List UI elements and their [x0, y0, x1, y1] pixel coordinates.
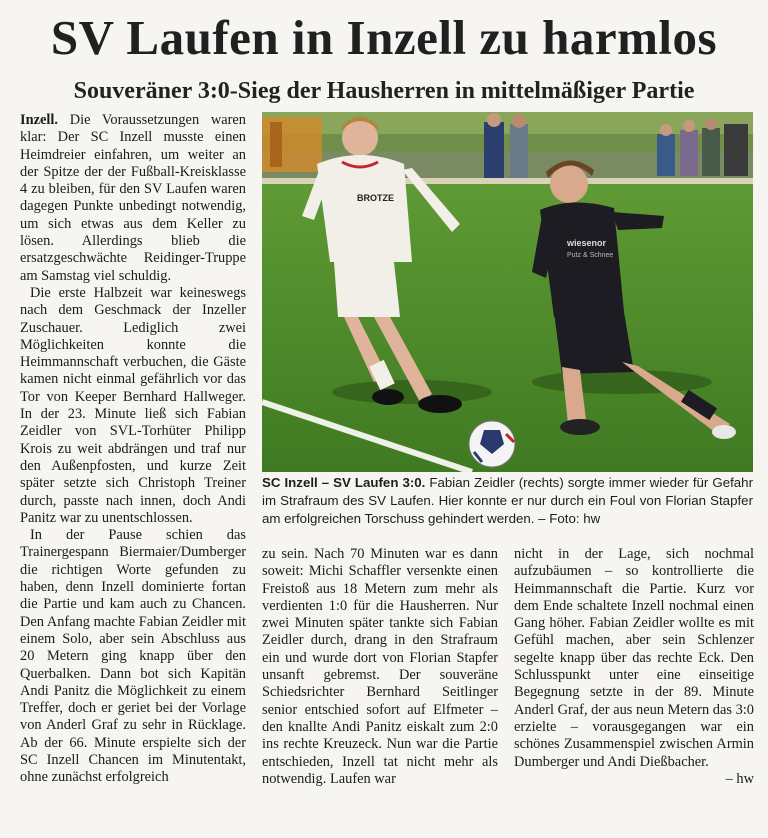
headline: SV Laufen in Inzell zu harmlos: [50, 10, 718, 65]
article-column-2: [262, 546, 498, 788]
caption-bold: SC Inzell – SV Laufen 3:0.: [262, 475, 426, 490]
match-photo: [262, 112, 753, 472]
paragraph-4: zu sein. Nach 70 Minuten war es dann soweit: Michi Schaffler versenkte einen Freistoß aus 18 Metern zum mehr als verdienten 1:0 für die Hausherren. Nur zwei Minuten später tankte sich Fabian Zeidler durch, drang in den Strafraum ein und wurde dort von Florian Stapfer unsanft gebremst. Der souveräne Schiedsrichter Bernhard Seitlinger senior entschied sofort auf Elfmeter – den knallte Andi Panitz eiskalt zum 2:0 ins rechte Kreuzeck. Nun war die Partie entschieden, Inzell tat nicht mehr als notwendig. Laufen war: [262, 546, 498, 787]
paragraph-5: nicht in der Lage, sich nochmal aufzubäumen – so kontrollierte die Heimmannschaft die Partie. Kurz vor dem Ende schaltete Inzell nochmal einen Gang höher. Fabian Zeidler wollte es mit Gefühl machen, aber sein Schlenzer segelte knapp über das rechte Eck. Den Schlusspunkt unter eine einseitige Begegnung setzte in der 89. Minute Anderl Graf, der aus neun Metern das 3:0 erzielte – vorausgegangen war ein schönes Zusammenspiel zwischen Armin Dumberger und Andi Dießbacher.: [514, 546, 754, 770]
paragraph-1: [20, 112, 246, 285]
sponsor-left: BROTZE: [357, 193, 394, 203]
article-column-3: [514, 546, 754, 788]
caption-text: Fabian Zeidler (rechts) sorgte immer wieder für Gefahr im Strafraum des SV Laufen. Hier konnte er nur durch ein Foul von Florian Stapfer am erfolgreichen Torschuss gehindert werden. – Foto: hw: [262, 475, 754, 526]
author-signature: – hw: [725, 770, 754, 787]
article-column-1: [20, 112, 246, 787]
dateline: Inzell.: [20, 112, 58, 128]
paragraph-2: Die erste Halbzeit war keineswegs nach dem Geschmack der Inzeller Zuschauer. Lediglich zwei Möglichkeiten konnte die Heimmannschaft verbuchen, die Gäste kamen nicht einmal gefährlich vor das Tor von Keeper Bernhard Hallweger. In der 23. Minute ließ sich Fabian Zeidler von SVL-Torhüter Philipp Krois zu weit abdrängen und traf nur den Außenpfosten, und kurze Zeit später setzte sich Christoph Treiner durch, passte nach innen, doch Andi Panitz war zu unentschlossen.: [20, 284, 246, 526]
subheadline: Souveräner 3:0-Sieg der Hausherren in mittelmäßiger Partie: [73, 78, 695, 104]
paragraph-1-text: Die Voraussetzungen waren klar: Der SC Inzell musste einen Heimdreier einfahren, um weiter an der Spitze der der Fußball-Kreisklasse 4 zu bleiben, für den SV Laufen waren dagegen Punkte unbedingt notwendig, um sich etwas aus dem Keller zu lösen. Allerdings blieb die ersatzgeschwächte Reidinger-Truppe am Samstag viel schuldig.: [20, 112, 246, 284]
sponsor-right: wiesenor: [567, 238, 607, 248]
photo-caption: [262, 474, 753, 528]
match-photo-illustration: [262, 112, 753, 472]
paragraph-3: In der Pause schien das Trainergespann Biermaier/Dumberger die richtigen Worte gefunden zu haben, denn Inzell dominierte fortan die Partie und kam auch zu Chancen. Den Anfang machte Fabian Zeidler mit einem Solo, aber sein Abschluss aus 20 Metern ging knapp über den Querbalken. Dann bot sich Kapitän Andi Panitz die Möglichkeit zu einem Treffer, doch er geriet bei der Vorlage von Anderl Graf zu sehr in Rücklage. Ab der 66. Minute erspielte sich der SC Inzell Chancen im Minutentakt, ohne zunächst erfolgreich: [20, 527, 246, 786]
sponsor-right-2: Putz & Schnee: [567, 252, 614, 259]
football: [469, 421, 515, 467]
